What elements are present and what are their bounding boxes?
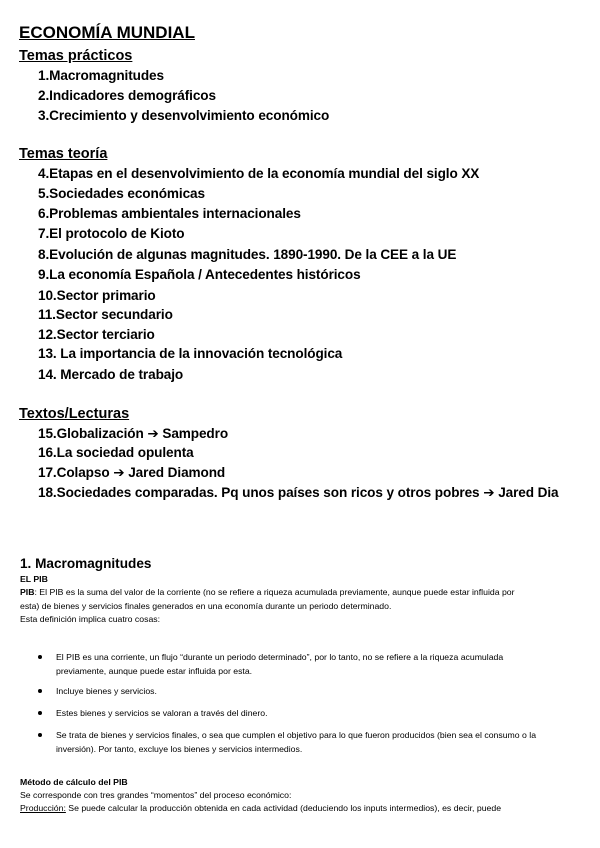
metodo-label: Método de cálculo del PIB [20, 777, 128, 787]
item-number: 15. [38, 426, 57, 441]
item-text: Globalización [56, 426, 144, 441]
item-target: Sampedro [162, 426, 229, 441]
list-item [38, 426, 228, 442]
bullet-text: El PIB es una corriente, un flujo “durante un periodo determinado”, por lo tanto, no se refiere a la riqueza acumulada [56, 652, 504, 662]
arrow-icon: ➔ [113, 465, 125, 480]
bullet-dot-icon [38, 733, 42, 737]
produccion-text: Se puede calcular la producción obtenida en cada actividad (deduciendo los inputs intermedios), es decir, puede [65, 803, 502, 813]
pib-def-label: PIB [20, 587, 35, 597]
pib-definition-line [20, 586, 515, 600]
document-title: ECONOMÍA MUNDIAL [19, 23, 195, 42]
list-item [38, 485, 559, 501]
item-text: La importancia de la innovación tecnológica [56, 346, 343, 361]
arrow-icon: ➔ [483, 485, 495, 500]
item-text: Macromagnitudes [49, 68, 164, 83]
item-text: Mercado de trabajo [56, 367, 184, 382]
section-heading-teoria: Temas teoría [19, 146, 108, 162]
pib-label: EL PIB [20, 574, 48, 584]
item-number: 12. [38, 327, 57, 342]
metodo-line: Se corresponde con tres grandes “momentos” del proceso económico: [20, 790, 292, 800]
list-item [38, 68, 164, 83]
item-text: Etapas en el desenvolvimiento de la economía mundial del siglo XX [49, 166, 480, 181]
bullet-dot-icon [38, 655, 42, 659]
item-text: Crecimiento y desenvolvimiento económico [49, 108, 330, 123]
produccion-line [20, 802, 501, 816]
item-number: 14. [38, 367, 57, 382]
item-number: 8. [38, 247, 50, 262]
item-text: Colapso [56, 465, 110, 480]
list-item [38, 367, 183, 382]
bullet-text: Incluye bienes y servicios. [56, 686, 157, 696]
item-number: 16. [38, 445, 57, 460]
item-target: Jared Dia [498, 485, 559, 500]
arrow-icon: ➔ [147, 426, 159, 441]
item-number: 18. [38, 485, 57, 500]
section-heading-textos: Textos/Lecturas [19, 406, 130, 422]
item-text: Problemas ambientales internacionales [49, 206, 301, 221]
item-text: La economía Española / Antecedentes históricos [49, 267, 361, 282]
list-item [38, 226, 184, 241]
item-text: Sector primario [56, 288, 156, 303]
item-number: 1. [38, 68, 50, 83]
item-number: 6. [38, 206, 50, 221]
item-text: Indicadores demográficos [49, 88, 216, 103]
list-item [38, 465, 225, 481]
item-number: 4. [38, 166, 50, 181]
section-heading-practicos: Temas prácticos [19, 48, 133, 64]
bullet-text: previamente, aunque puede estar influida por esta. [56, 666, 253, 676]
list-item [38, 186, 205, 201]
bullet-dot-icon [38, 711, 42, 715]
item-target: Jared Diamond [128, 465, 226, 480]
list-item [38, 108, 329, 123]
pib-def-text: : El PIB es la suma del valor de la corriente (no se refiere a riqueza acumulada previamente, aunque puede estar influida por [34, 587, 515, 597]
produccion-label: Producción: [20, 803, 66, 813]
list-item [38, 307, 173, 322]
list-item [38, 288, 156, 303]
list-item [38, 267, 361, 282]
bullet-text: inversión). Por tanto, excluye los bienes y servicios intermedios. [56, 744, 303, 754]
item-text: Sociedades económicas [49, 186, 205, 201]
list-item [38, 327, 155, 342]
bullet-text: Se trata de bienes y servicios finales, o sea que cumplen el objetivo para lo que fueron producidos (bien sea el consumo o la [56, 730, 537, 740]
item-number: 13. [38, 346, 57, 361]
list-item [38, 346, 342, 361]
item-text: Sociedades comparadas. Pq unos países son ricos y otros pobres [56, 485, 480, 500]
item-text: La sociedad opulenta [56, 445, 194, 460]
item-number: 11. [38, 307, 56, 322]
body-heading: 1. Macromagnitudes [20, 556, 152, 571]
bullet-dot-icon [38, 689, 42, 693]
item-number: 7. [38, 226, 50, 241]
item-text: Sector secundario [55, 307, 173, 322]
list-item [38, 166, 479, 181]
item-text: Sector terciario [56, 327, 155, 342]
item-number: 5. [38, 186, 50, 201]
item-number: 2. [38, 88, 50, 103]
list-item [38, 206, 301, 221]
item-number: 9. [38, 267, 50, 282]
pib-definition-line: Esta definición implica cuatro cosas: [20, 614, 161, 624]
list-item [38, 445, 194, 460]
pib-definition-line: esta) de bienes y servicios finales generados en una economía durante un periodo determinado. [20, 601, 392, 611]
list-item [38, 247, 456, 262]
item-number: 3. [38, 108, 50, 123]
item-text: El protocolo de Kioto [49, 226, 185, 241]
item-text: Evolución de algunas magnitudes. 1890-1990. De la CEE a la UE [49, 247, 457, 262]
item-number: 17. [38, 465, 57, 480]
list-item [38, 88, 216, 103]
bullet-text: Estes bienes y servicios se valoran a través del dinero. [56, 708, 268, 718]
item-number: 10. [38, 288, 57, 303]
